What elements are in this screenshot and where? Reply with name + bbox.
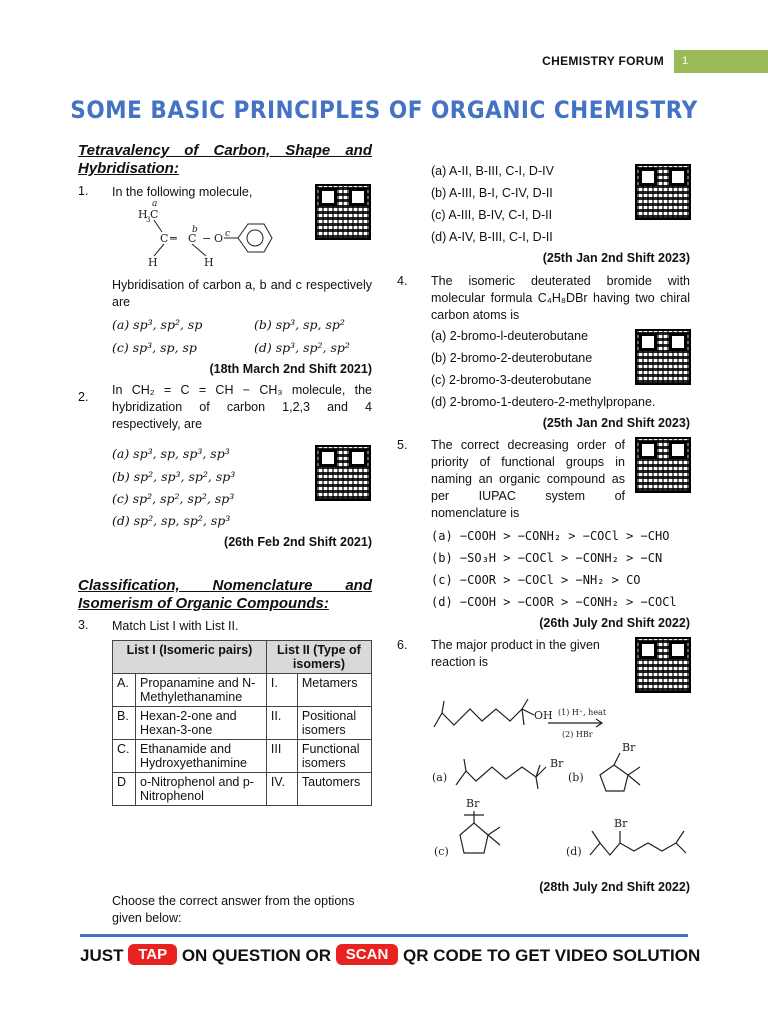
- q1-qr-code[interactable]: [315, 184, 371, 240]
- row-label: D: [113, 773, 136, 806]
- row-pair: o-Nitrophenol and p-Nitrophenol: [136, 773, 267, 806]
- row-type: Tautomers: [297, 773, 371, 806]
- q2-source: (26th Feb 2nd Shift 2021): [224, 535, 372, 549]
- section-heading-tetravalency: Tetravalency of Carbon, Shape and Hybridisation:: [78, 142, 372, 177]
- q6-number[interactable]: 6.: [397, 638, 408, 652]
- q3-text[interactable]: Match List I with List II.: [112, 619, 239, 633]
- q4-number[interactable]: 4.: [397, 274, 408, 288]
- page-title: SOME BASIC PRINCIPLES OF ORGANIC CHEMISTRY: [70, 96, 698, 124]
- row-roman: IV.: [266, 773, 297, 806]
- q5-source: (26th July 2nd Shift 2022): [539, 616, 690, 630]
- q1-source: (18th March 2nd Shift 2021): [209, 362, 372, 376]
- svg-text:(a): (a): [432, 771, 448, 784]
- table-row: [113, 707, 372, 740]
- q3-option-c[interactable]: (c) A-III, B-IV, C-I, D-II: [431, 208, 553, 222]
- svg-text:Br: Br: [466, 797, 480, 810]
- header-rule: [674, 72, 768, 73]
- table-row: [113, 674, 372, 707]
- q2-option-a[interactable]: (a) sp³, sp, sp³, sp³: [112, 446, 230, 461]
- row-pair: Propanamine and N-Methylethanamine: [136, 674, 267, 707]
- q2-option-c[interactable]: (c) sp², sp², sp², sp³: [112, 491, 235, 506]
- svg-text:3: 3: [146, 216, 151, 224]
- svg-text:c: c: [225, 229, 231, 239]
- page-number: 1: [674, 50, 768, 72]
- scan-badge: SCAN: [336, 944, 399, 965]
- svg-text:OH: OH: [534, 709, 553, 722]
- row-type: Functional isomers: [297, 740, 371, 773]
- q1-option-c[interactable]: (c) sp³, sp, sp: [112, 340, 197, 355]
- svg-text:b: b: [192, 225, 198, 235]
- q6-reagent-1: (1) H⁺, heat: [558, 708, 607, 717]
- svg-text:═: ═: [170, 232, 177, 245]
- svg-text:H: H: [148, 256, 158, 269]
- svg-text:Br: Br: [614, 817, 628, 830]
- row-type: Metamers: [297, 674, 371, 707]
- footer-just: JUST: [80, 946, 124, 965]
- svg-text:−: −: [202, 232, 212, 245]
- q1-option-a[interactable]: (a) sp³, sp², sp: [112, 317, 203, 332]
- svg-text:Br: Br: [550, 757, 564, 770]
- footer-end: QR CODE TO GET VIDEO SOLUTION: [403, 946, 701, 965]
- q6-text[interactable]: The major product in the given reaction is: [431, 638, 600, 669]
- q1-body[interactable]: Hybridisation of carbon a, b and c respectively are: [112, 278, 372, 309]
- row-label: C.: [113, 740, 136, 773]
- row-pair: Hexan-2-one and Hexan-3-one: [136, 707, 267, 740]
- q4-option-a[interactable]: (a) 2-bromo-l-deuterobutane: [431, 329, 589, 343]
- footer-mid: ON QUESTION OR: [181, 946, 332, 965]
- q6-reagent-2: (2) HBr: [562, 730, 593, 739]
- q4-option-d[interactable]: (d) 2-bromo-1-deutero-2-methylpropane.: [431, 395, 656, 409]
- q2-number[interactable]: 2.: [78, 390, 89, 404]
- row-label: B.: [113, 707, 136, 740]
- q5-text[interactable]: The correct decreasing order of priority of functional groups in naming an organic compound as per IUPAC system of nomenclature is: [431, 438, 625, 520]
- q1-molecule-structure: [130, 198, 280, 270]
- row-label: A.: [113, 674, 136, 707]
- q4-option-b[interactable]: (b) 2-bromo-2-deuterobutane: [431, 351, 593, 365]
- q5-qr-code[interactable]: [635, 437, 691, 493]
- q3-tail[interactable]: Choose the correct answer from the options given below:: [112, 894, 355, 925]
- footer-banner: [80, 946, 700, 967]
- svg-text:(c): (c): [434, 845, 449, 858]
- forum-header: CHEMISTRY FORUM: [542, 54, 664, 68]
- row-roman: III: [266, 740, 297, 773]
- svg-text:O: O: [214, 232, 224, 245]
- q3-option-d[interactable]: (d) A-IV, B-III, C-I, D-II: [431, 230, 553, 244]
- q2-option-b[interactable]: (b) sp², sp³, sp², sp³: [112, 469, 236, 484]
- table-row: [113, 773, 372, 806]
- svg-text:C: C: [150, 208, 159, 221]
- q1-option-d[interactable]: (d) sp³, sp², sp²: [254, 340, 350, 355]
- q4-qr-code[interactable]: [635, 329, 691, 385]
- row-type: Positional isomers: [297, 707, 371, 740]
- row-roman: I.: [266, 674, 297, 707]
- q2-option-d[interactable]: (d) sp², sp, sp², sp³: [112, 513, 231, 528]
- section-heading-classification: Classification, Nomenclature and Isomerism of Organic Compounds:: [78, 577, 372, 612]
- q5-option-a[interactable]: (a) −COOH > −CONH₂ > −COCl > −CHO: [431, 529, 670, 543]
- table-header-row: [113, 641, 372, 674]
- q1-number[interactable]: 1.: [78, 184, 89, 198]
- tap-badge: TAP: [128, 944, 177, 965]
- svg-text:H: H: [138, 208, 148, 221]
- list1-header: List I (Isomeric pairs): [113, 641, 267, 674]
- q5-number[interactable]: 5.: [397, 438, 408, 452]
- q4-option-c[interactable]: (c) 2-bromo-3-deuterobutane: [431, 373, 592, 387]
- q6-reaction-scheme: [430, 695, 692, 875]
- q3-match-table: [112, 640, 372, 806]
- q5-option-d[interactable]: (d) −COOH > −COOR > −CONH₂ > −COCl: [431, 595, 677, 609]
- q4-text[interactable]: The isomeric deuterated bromide with molecular formula C₄H₈DBr having two chiral carbon atoms is: [431, 274, 690, 322]
- row-pair: Ethanamide and Hydroxyethanimine: [136, 740, 267, 773]
- q6-source: (28th July 2nd Shift 2022): [539, 880, 690, 894]
- q4-source: (25th Jan 2nd Shift 2023): [542, 416, 690, 430]
- q3-qr-code[interactable]: [635, 164, 691, 220]
- q3-source: (25th Jan 2nd Shift 2023): [542, 251, 690, 265]
- svg-text:(b): (b): [568, 771, 584, 784]
- table-row: [113, 740, 372, 773]
- svg-text:C: C: [160, 232, 169, 245]
- q1-option-b[interactable]: (b) sp³, sp, sp²: [254, 317, 345, 332]
- q3-option-b[interactable]: (b) A-III, B-I, C-IV, D-II: [431, 186, 553, 200]
- q5-option-c[interactable]: (c) −COOR > −COCl > −NH₂ > CO: [431, 573, 641, 587]
- list2-header: List II (Type of isomers): [266, 641, 371, 674]
- row-roman: II.: [266, 707, 297, 740]
- svg-text:C: C: [188, 232, 197, 245]
- svg-text:H: H: [204, 256, 214, 269]
- q2-qr-code[interactable]: [315, 445, 371, 501]
- q2-text[interactable]: In CH₂ = C = CH − CH₃ molecule, the hybridization of carbon 1,2,3 and 4 respectively, are: [112, 383, 372, 431]
- q5-option-b[interactable]: (b) −SO₃H > −COCl > −CONH₂ > −CN: [431, 551, 663, 565]
- svg-text:Br: Br: [622, 741, 636, 754]
- q6-qr-code[interactable]: [635, 637, 691, 693]
- footer-rule: [80, 934, 688, 937]
- svg-text:a: a: [152, 199, 158, 209]
- q3-option-a[interactable]: (a) A-II, B-III, C-I, D-IV: [431, 164, 554, 178]
- svg-text:(d): (d): [566, 845, 582, 858]
- q1-text[interactable]: In the following molecule,: [112, 185, 253, 199]
- q3-number[interactable]: 3.: [78, 618, 89, 632]
